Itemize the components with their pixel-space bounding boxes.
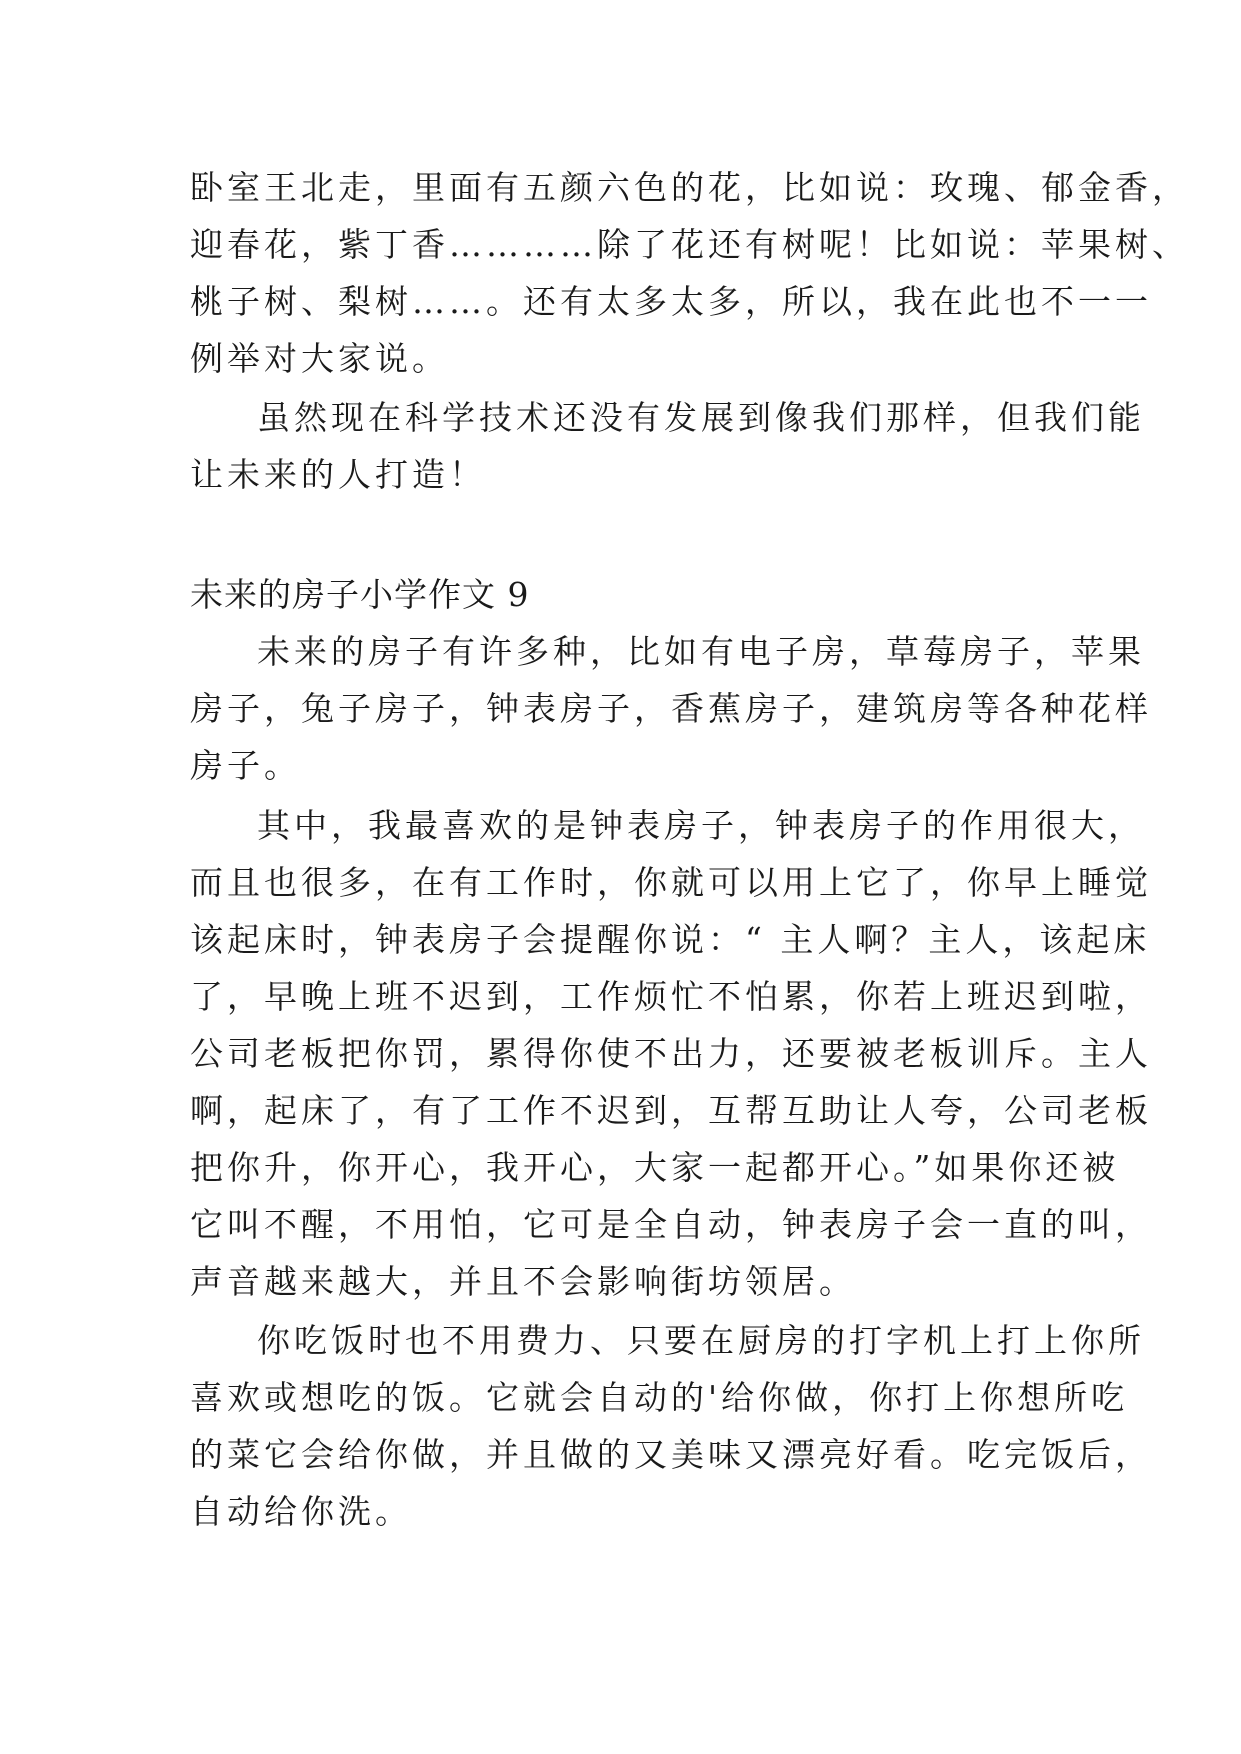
text-line: 公司老板把你罚，累得你使不出力，还要被老板训斥。主人 — [190, 1034, 1152, 1073]
text-line: 的菜它会给你做，并且做的又美味又漂亮好看。吃完饭后， — [190, 1435, 1152, 1474]
text-line: 它叫不醒，不用怕，它可是全自动，钟表房子会一直的叫， — [190, 1205, 1152, 1244]
text-line: 例举对大家说。 — [190, 339, 449, 378]
text-line: 房子。 — [190, 746, 301, 785]
text-line: 把你升，你开心，我开心，大家一起都开心。”如果你还被 — [190, 1148, 1120, 1187]
text-line: 迎春花，紫丁香…………除了花还有树呢！比如说：苹果树、 — [190, 225, 1189, 264]
text-line: 喜欢或想吃的饭。它就会自动的'给你做，你打上你想所吃 — [190, 1378, 1129, 1417]
text-line: 其中，我最喜欢的是钟表房子，钟表房子的作用很大， — [257, 806, 1145, 845]
text-line: 卧室王北走，里面有五颜六色的花，比如说：玫瑰、郁金香， — [190, 168, 1189, 207]
text-line: 让未来的人打造！ — [190, 455, 486, 494]
text-line: 该起床时，钟表房子会提醒你说：“ 主人啊？主人，该起床 — [190, 920, 1151, 959]
text-line: 啊，起床了，有了工作不迟到，互帮互助让人夸，公司老板 — [190, 1091, 1152, 1130]
text-line: 房子，兔子房子，钟表房子，香蕉房子，建筑房等各种花样 — [190, 689, 1152, 728]
text-line: 而且也很多，在有工作时，你就可以用上它了，你早上睡觉 — [190, 863, 1152, 902]
text-line: 虽然现在科学技术还没有发展到像我们那样，但我们能 — [257, 398, 1145, 437]
text-line: 声音越来越大，并且不会影响街坊领居。 — [190, 1262, 856, 1301]
text-line: 了，早晚上班不迟到，工作烦忙不怕累，你若上班迟到啦， — [190, 977, 1152, 1016]
text-line: 你吃饭时也不用费力、只要在厨房的打字机上打上你所 — [257, 1321, 1145, 1360]
section-heading: 未来的房子小学作文 9 — [190, 575, 530, 614]
text-line: 自动给你洗。 — [190, 1492, 412, 1531]
text-line: 未来的房子有许多种，比如有电子房，草莓房子，苹果 — [257, 632, 1145, 671]
text-line: 桃子树、梨树……。还有太多太多，所以，我在此也不一一 — [190, 282, 1152, 321]
